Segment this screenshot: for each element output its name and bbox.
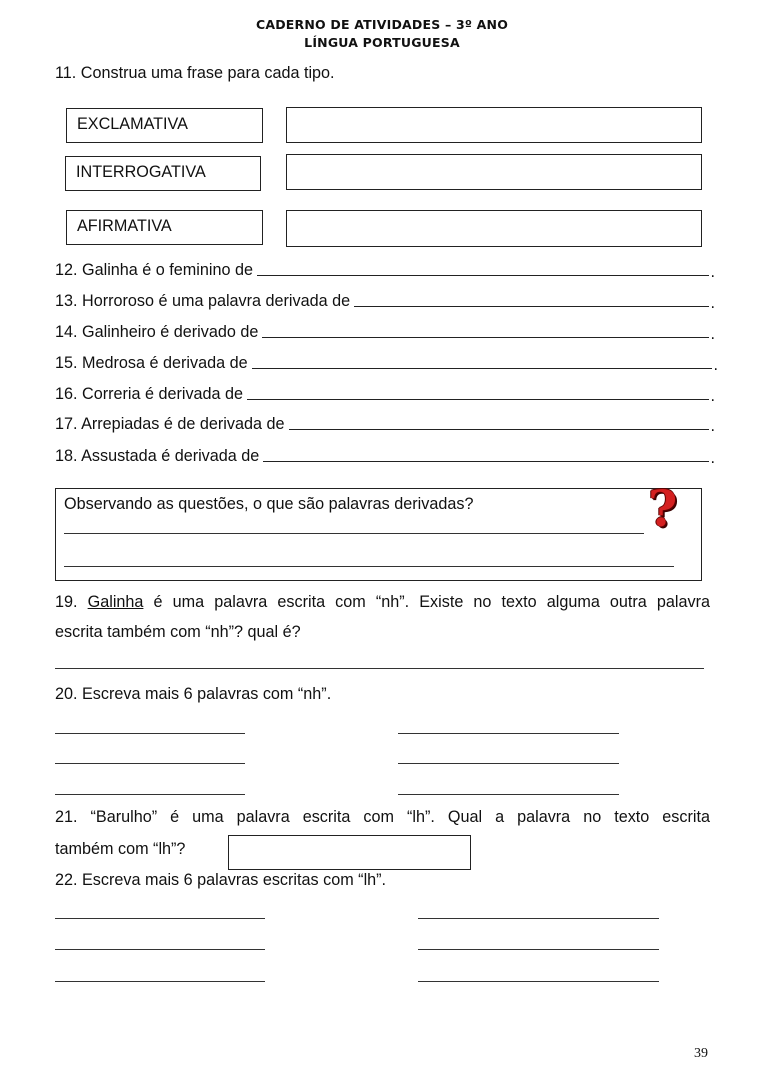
word-line[interactable] [55,733,245,734]
header-title: CADERNO DE ATIVIDADES – 3º ANO [255,17,509,32]
word-line[interactable] [55,981,265,982]
word-line[interactable] [55,763,245,764]
observation-answer-line[interactable] [64,566,674,567]
word-line[interactable] [55,794,245,795]
period: . [710,325,715,343]
answer-line[interactable] [252,367,712,369]
period: . [710,449,715,467]
q11-prompt: 11. Construa uma frase para cada tipo. [55,64,335,82]
question-row [55,261,715,280]
answer-box-interrogativa[interactable] [286,154,702,190]
q19-line2: escrita também com “nh”? qual é? [55,623,301,641]
answer-line[interactable] [354,305,708,307]
word-line[interactable] [398,733,619,734]
question-mark-icon: ? [648,479,678,538]
q21-answer-box[interactable] [228,835,471,870]
answer-line[interactable] [257,274,709,276]
answer-box-afirmativa[interactable] [286,210,702,247]
period: . [710,417,715,435]
period: . [710,294,715,312]
observation-text: Observando as questões, o que são palavras derivadas? [64,495,474,513]
word-line[interactable] [418,949,659,950]
q20-prompt: 20. Escreva mais 6 palavras com “nh”. [55,685,332,703]
answer-line[interactable] [263,460,708,462]
q21-line2: também com “lh”? [55,840,186,858]
q19-number: 19. [55,593,78,611]
answer-line[interactable] [262,336,708,338]
type-box-afirmativa: AFIRMATIVA [66,210,263,245]
question-text: 18. Assustada é derivada de [55,447,260,465]
question-text: 12. Galinha é o feminino de [55,261,253,279]
question-row [55,447,715,466]
question-text: 16. Correria é derivada de [55,385,244,403]
q19-answer-line[interactable] [55,668,704,669]
page-number: 39 [694,1046,708,1061]
word-line[interactable] [398,794,619,795]
word-line[interactable] [418,918,659,919]
question-row [55,354,718,373]
word-line[interactable] [418,981,659,982]
question-text: 17. Arrepiadas é de derivada de [55,415,285,433]
q21-line1: 21. “Barulho” é uma palavra escrita com “lh”. Qual a palavra no texto escrita [55,808,710,826]
type-box-exclamativa: EXCLAMATIVA [66,108,263,143]
period: . [710,387,715,405]
period: . [710,263,715,281]
answer-box-exclamativa[interactable] [286,107,702,143]
answer-line[interactable] [289,428,709,430]
question-row [55,292,715,311]
observation-answer-line[interactable] [64,533,644,534]
question-text: 15. Medrosa é derivada de [55,354,248,372]
header-subtitle: LÍNGUA PORTUGUESA [304,35,460,50]
answer-line[interactable] [247,398,708,400]
question-text: 13. Horroroso é uma palavra derivada de [55,292,351,310]
word-line[interactable] [398,763,619,764]
word-line[interactable] [55,949,265,950]
q19-text: é uma palavra escrita com “nh”. Existe no texto alguma outra palavra [143,593,711,611]
question-row [55,323,715,342]
question-row [55,385,715,404]
q22-prompt: 22. Escreva mais 6 palavras escritas com “lh”. [55,871,387,889]
q19-line1 [55,593,710,612]
type-box-interrogativa: INTERROGATIVA [65,156,261,191]
q19-word: Galinha [87,593,144,611]
period: . [713,356,718,374]
question-text: 14. Galinheiro é derivado de [55,323,259,341]
question-row [55,415,715,434]
word-line[interactable] [55,918,265,919]
